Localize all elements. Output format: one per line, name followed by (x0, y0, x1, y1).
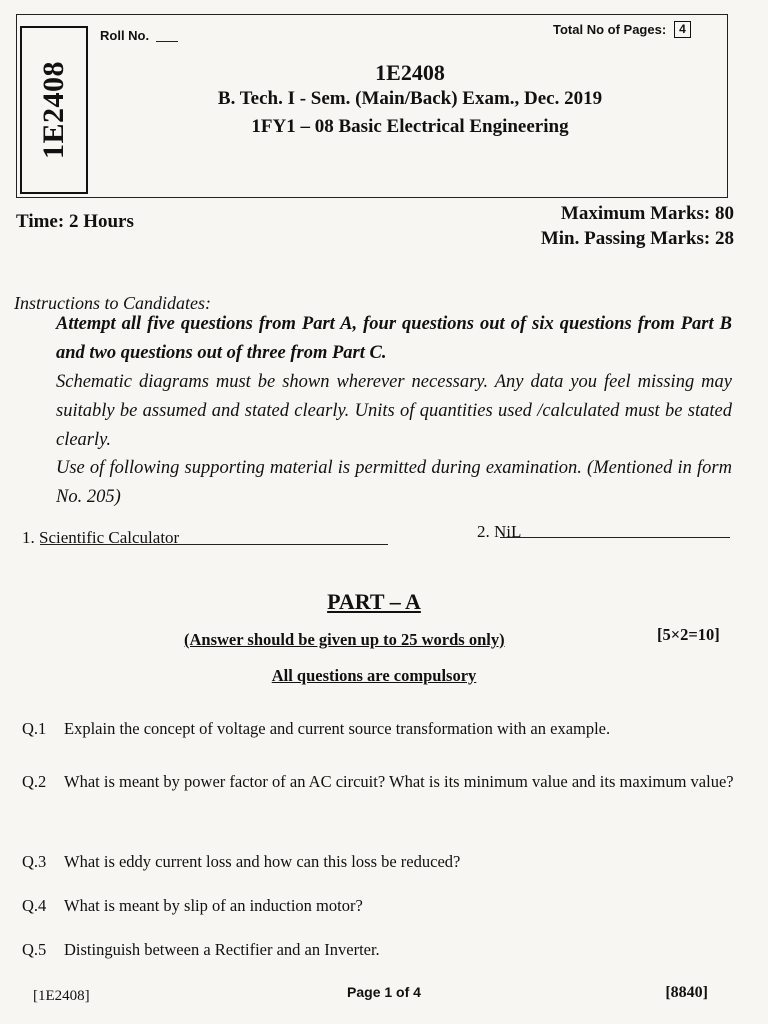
part-a-answer-note: (Answer should be given up to 25 words only) (184, 630, 505, 649)
instruction-attempt: Attempt all five questions from Part A, four questions out of six questions from Part B and two questions out of three from Part C. (56, 314, 732, 363)
question-item (22, 852, 738, 872)
material-item-2-underline (500, 537, 730, 538)
question-text: What is eddy current loss and how can this loss be reduced? (64, 852, 461, 871)
question-item (22, 896, 738, 916)
instruction-material: Use of following supporting material is permitted during examination. (Mentioned in form No. 205) (56, 458, 732, 507)
material-item-1: 1. Scientific Calculator (22, 528, 180, 547)
question-number: Q.4 (22, 896, 47, 915)
paper-code-text: 1E2408 (37, 60, 71, 160)
question-item (22, 940, 738, 960)
question-number: Q.1 (22, 719, 47, 738)
paper-code-vertical (20, 26, 88, 194)
exam-line: B. Tech. I - Sem. (Main/Back) Exam., Dec. 2019 (217, 88, 603, 109)
material-item-2: 2. NiL (477, 522, 522, 541)
question-text: What is meant by slip of an induction motor? (64, 896, 363, 915)
instructions-heading: Instructions to Candidates: (14, 293, 211, 313)
instruction-diagrams: Schematic diagrams must be shown wherever necessary. Any data you feel missing may suitably be assumed and stated clearly. Units of quantities used /calculated must be stated clearly. (56, 372, 732, 450)
title-code: 1E2408 (375, 60, 445, 85)
question-text: What is meant by power factor of an AC circuit? What is its minimum value and its maximum value? (64, 772, 734, 791)
roll-number-label: Roll No. (100, 28, 150, 43)
material-item-1-underline (40, 544, 388, 545)
footer-serial-number: [8840] (665, 984, 708, 1001)
part-a-compulsory-note: All questions are compulsory (271, 666, 477, 685)
time-allowed: Time: 2 Hours (16, 211, 134, 232)
footer-paper-code: [1E2408] (33, 988, 90, 1004)
total-pages-label: Total No of Pages: (553, 22, 667, 37)
question-number: Q.2 (22, 772, 47, 791)
question-number: Q.3 (22, 852, 47, 871)
question-item (22, 719, 738, 739)
question-number: Q.5 (22, 940, 47, 959)
total-pages-value: 4 (674, 21, 691, 38)
roll-number-field[interactable] (156, 41, 178, 42)
question-text: Distinguish between a Rectifier and an Inverter. (64, 940, 380, 959)
question-text: Explain the concept of voltage and current source transformation with an example. (64, 719, 611, 738)
part-a-title: PART – A (327, 589, 421, 614)
part-a-marks: [5×2=10] (657, 625, 720, 644)
subject-line: 1FY1 – 08 Basic Electrical Engineering (251, 116, 569, 137)
total-pages (553, 21, 691, 38)
min-passing-marks: Min. Passing Marks: 28 (540, 228, 734, 249)
footer-page-number: Page 1 of 4 (347, 984, 421, 1000)
maximum-marks: Maximum Marks: 80 (560, 203, 734, 224)
question-item (22, 758, 738, 806)
